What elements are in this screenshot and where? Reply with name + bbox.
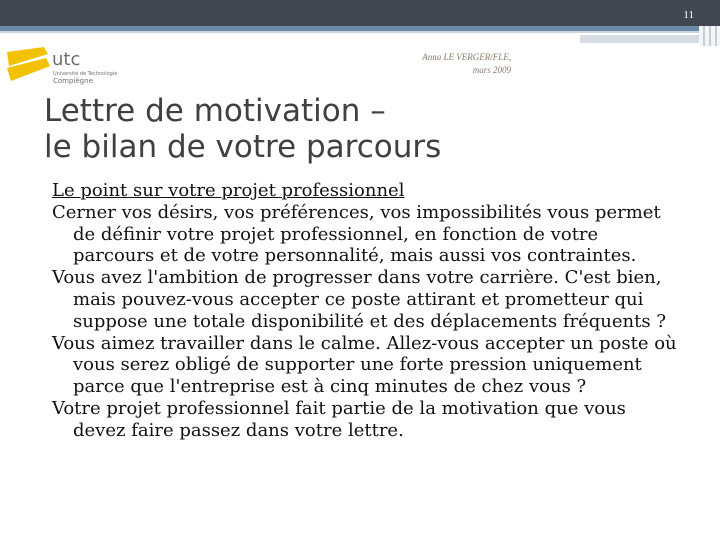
right-rail-decoration (699, 26, 720, 46)
header-underbar (580, 35, 699, 43)
slide-title (44, 93, 644, 165)
author-line-1: Anna LE VERGER/FLE, (422, 52, 511, 62)
logo-subtitle-1: Université de Technologie (53, 71, 118, 77)
utc-logo (6, 44, 118, 86)
slide-body (52, 180, 682, 442)
slide-number: 11 (683, 9, 694, 21)
body-paragraph-4: Votre projet professionnel fait partie de la motivation que vous devez faire passez dans votre lettre. (52, 397, 626, 441)
body-heading: Le point sur votre projet professionnel (52, 180, 405, 201)
author-line-2: mars 2009 (472, 65, 511, 75)
top-bar (0, 0, 720, 26)
author-credit (422, 51, 511, 77)
body-paragraph-3: Vous aimez travailler dans le calme. Allez-vous accepter un poste où vous serez obligé de supporter une forte pression uniquement parce que l'entreprise est à cinq minutes de chez vous ? (52, 332, 677, 398)
logo-subtitle-2: Compiègne (53, 77, 93, 85)
logo-name: utc (52, 49, 81, 70)
title-line-2: le bilan de votre parcours (44, 129, 442, 165)
accent-line-light (0, 31, 699, 33)
body-paragraph-1: Cerner vos désirs, vos préférences, vos impossibilités vous permet de définir votre projet professionnel, en fonction de votre parcours et de votre personnalité, mais aussi vos contraintes. (52, 201, 661, 267)
body-paragraph-2: Vous avez l'ambition de progresser dans votre carrière. C'est bien, mais pouvez-vous accepter ce poste attirant et prometteur qui suppose une totale disponibilité et des déplacements fréquents ? (52, 267, 666, 332)
title-line-1: Lettre de motivation – (44, 93, 386, 129)
